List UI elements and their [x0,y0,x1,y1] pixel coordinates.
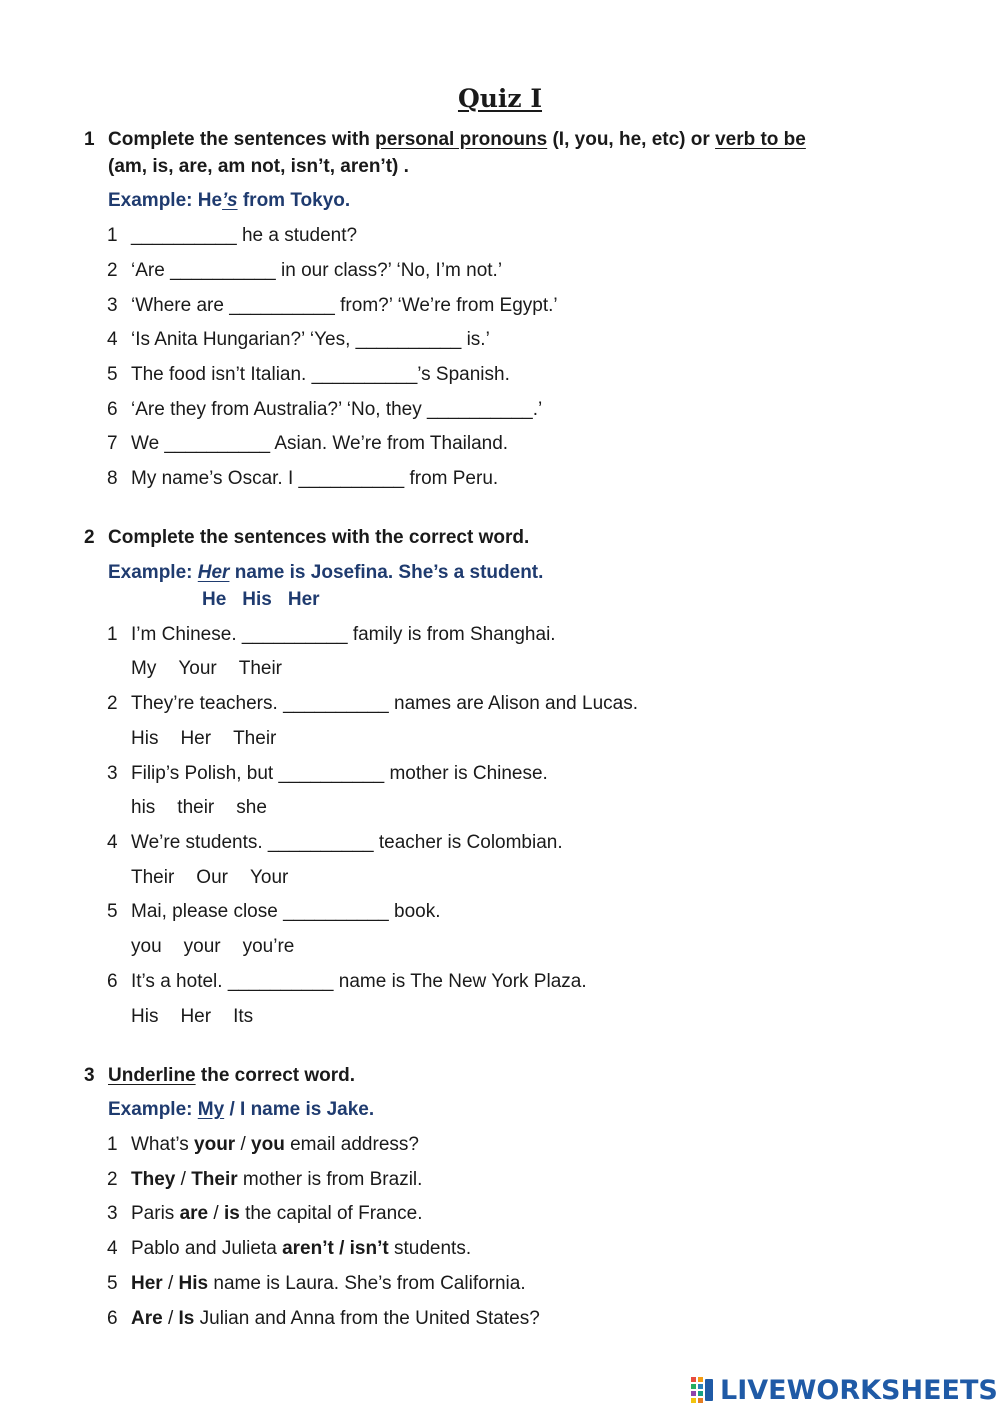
item-number: 3 [107,295,118,316]
item-text[interactable]: I’m Chinese. __________ family is from Shanghai. [131,624,556,645]
q3-item-6 [107,1305,540,1332]
q1-header [84,126,95,153]
option[interactable]: Their [131,867,175,888]
option[interactable]: His [131,1006,159,1027]
item-number: 5 [107,901,118,922]
item-text[interactable]: Mai, please close __________ book. [131,901,441,922]
item-text[interactable]: __________ he a student? [131,225,358,246]
q3-number: 3 [84,1065,95,1086]
choice-separator: / [175,1169,192,1190]
q2-number: 2 [84,527,95,548]
q2-item-2 [107,690,638,717]
q1-text-b: (I, you, he, etc) or [547,129,716,150]
q2-item-3 [107,760,548,787]
option[interactable]: you [131,936,162,957]
choice-b[interactable]: Is [178,1308,195,1329]
item-text[interactable]: My name’s Oscar. I __________ from Peru. [131,468,499,489]
option[interactable]: his [131,797,156,818]
q2-item-1 [107,621,556,648]
liveworksheets-logo-icon [690,1376,716,1404]
item-text-pre: What’s [131,1134,195,1155]
option[interactable]: Their [233,728,277,749]
q1-item-4 [107,326,490,353]
item-text-post: name is Laura. She’s from California. [208,1273,526,1294]
choice-a[interactable]: are [179,1203,209,1224]
q1-item-5 [107,361,510,388]
choice-b[interactable]: Their [191,1169,238,1190]
item-number: 2 [107,1169,118,1190]
choice-b[interactable]: His [178,1273,209,1294]
q1-item-8 [107,465,498,492]
item-number: 5 [107,1273,118,1294]
option[interactable]: Your [178,658,217,679]
option[interactable]: His [131,728,159,749]
option[interactable]: Their [238,658,283,679]
choice-b[interactable]: isn’t [349,1238,389,1259]
liveworksheets-logo-text: LIVEWORKSHEETS [720,1374,998,1406]
item-number: 2 [107,260,118,281]
q1-text-personal-pronouns: personal pronouns [375,129,548,150]
q1-number: 1 [84,129,95,150]
item-number: 1 [107,1134,118,1155]
item-text-post: the capital of France. [239,1203,423,1224]
q3-item-5 [107,1270,526,1297]
choice-a[interactable]: Her [131,1273,163,1294]
option: Her [287,589,320,610]
item-text-post: students. [388,1238,472,1259]
option[interactable]: Its [233,1006,254,1027]
q1-text-a: Complete the sentences with [108,129,376,150]
item-number: 7 [107,433,118,454]
choice-a[interactable]: your [194,1134,236,1155]
q2-header [84,524,95,551]
q1-example [108,187,350,214]
item-number: 6 [107,1308,118,1329]
option[interactable]: Her [180,728,212,749]
item-text[interactable]: It’s a hotel. __________ name is The New York Plaza. [131,971,587,992]
q2-item-4 [107,829,563,856]
item-text[interactable]: ‘Are __________ in our class?’ ‘No, I’m not.’ [131,260,503,281]
q2-item-5 [107,898,441,925]
option[interactable]: your [183,936,221,957]
q1-item-6 [107,396,542,423]
q2-item-6-options [131,1003,253,1030]
option[interactable]: their [177,797,215,818]
option[interactable]: Your [249,867,289,888]
item-number: 3 [107,1203,118,1224]
choice-b[interactable]: is [223,1203,240,1224]
q2-example-c: name is Josefina. She’s a student. [229,562,544,583]
choice-a[interactable]: Are [131,1308,163,1329]
item-number: 6 [107,971,118,992]
choice-b[interactable]: you [251,1134,285,1155]
option[interactable]: you’re [242,936,295,957]
item-text-pre: Paris [131,1203,180,1224]
item-text-post: mother is from Brazil. [237,1169,423,1190]
option[interactable]: Her [180,1006,212,1027]
q1-instruction-line1 [108,126,806,153]
q2-instruction: Complete the sentences with the correct word. [108,527,530,548]
choice-separator: / [162,1308,179,1329]
q2-example-a: Example: [108,562,198,583]
option: His [242,589,272,610]
option[interactable]: she [236,797,267,818]
option: He [202,589,227,610]
q1-item-2 [107,257,502,284]
q3-item-4 [107,1235,471,1262]
q2-item-1-options [131,655,282,682]
liveworksheets-logo[interactable] [690,1373,998,1407]
item-text[interactable]: ‘Are they from Australia?’ ‘No, they __________.’ [131,399,543,420]
choice-a[interactable]: They [131,1169,176,1190]
item-text-pre: Pablo and Julieta [131,1238,283,1259]
item-text[interactable]: The food isn’t Italian. __________’s Spanish. [131,364,510,385]
choice-a[interactable]: aren’t [282,1238,334,1259]
q3-text-b: the correct word. [195,1065,356,1086]
item-number: 4 [107,832,118,853]
item-number: 3 [107,763,118,784]
choice-separator: / [208,1203,224,1224]
q1-item-1 [107,222,357,249]
q3-header [84,1062,95,1089]
item-number: 8 [107,468,118,489]
option[interactable]: Our [196,867,228,888]
item-text[interactable]: We __________ Asian. We’re from Thailand. [131,433,509,454]
q3-text-underline: Underline [108,1065,196,1086]
item-text[interactable]: We’re students. __________ teacher is Colombian. [131,832,563,853]
q3-example [108,1096,374,1123]
q2-example-answer: Her [197,562,230,583]
q3-item-1 [107,1131,419,1158]
item-text[interactable]: ‘Is Anita Hungarian?’ ‘Yes, __________ is.’ [131,329,490,350]
q3-item-3 [107,1200,423,1227]
q2-item-3-options [131,794,267,821]
q3-item-2 [107,1166,422,1193]
choice-separator: / [162,1273,179,1294]
option[interactable]: My [131,658,157,679]
q1-item-3 [107,292,558,319]
q3-example-c: / I name is Jake. [224,1099,375,1120]
q2-example-options [202,586,320,613]
q2-item-5-options [131,933,294,960]
q2-example [108,559,543,586]
q1-example-c: from Tokyo. [237,190,351,211]
item-number: 1 [107,624,118,645]
item-text[interactable]: They’re teachers. __________ names are Alison and Lucas. [131,693,638,714]
q2-item-4-options [131,864,288,891]
q3-example-answer: My [197,1099,225,1120]
choice-separator: / [333,1238,350,1259]
q1-item-7 [107,430,508,457]
page-title: Quiz I [457,84,543,113]
item-text[interactable]: Filip’s Polish, but __________ mother is Chinese. [131,763,548,784]
item-text[interactable]: ‘Where are __________ from?’ ‘We’re from Egypt.’ [131,295,558,316]
item-number: 5 [107,364,118,385]
q1-example-answer: ’s [222,190,238,211]
q1-text-verb-to-be: verb to be [715,129,806,150]
item-number: 1 [107,225,118,246]
item-number: 4 [107,1238,118,1259]
q2-item-2-options [131,725,276,752]
item-number: 6 [107,399,118,420]
q1-instruction-line2: (am, is, are, am not, isn’t, aren’t) . [108,156,409,177]
q3-instruction [108,1062,355,1089]
q2-item-6 [107,968,587,995]
item-text-post: email address? [284,1134,419,1155]
item-text-post: Julian and Anna from the United States? [194,1308,540,1329]
choice-separator: / [235,1134,252,1155]
q3-example-a: Example: [108,1099,198,1120]
item-number: 2 [107,693,118,714]
q1-example-a: Example: He [108,190,223,211]
item-number: 4 [107,329,118,350]
